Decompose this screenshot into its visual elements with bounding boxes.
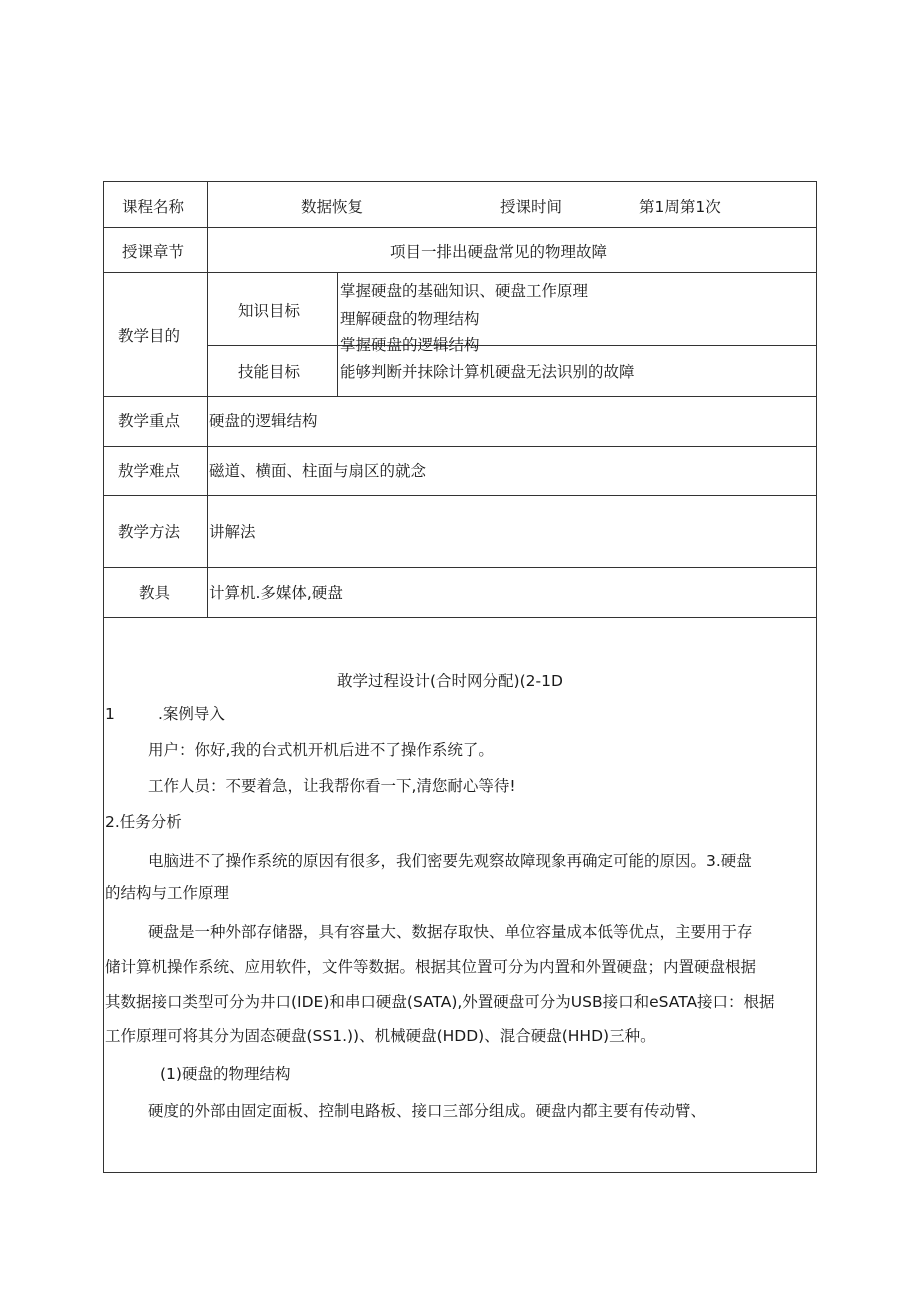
knowledge-goal-line: 掌握硬盘的逻辑结构 <box>340 336 480 354</box>
knowledge-goal-cell <box>340 275 810 354</box>
row-divider <box>103 446 817 447</box>
paragraph-line: 硬度的外部由固定面板、控制电路板、接口三部分组成。硬盘内都主要有传动臂、 <box>148 1102 707 1120</box>
skill-goal-value: 能够判断并抹除计算机硬盘无法识别的故障 <box>340 363 635 381</box>
tools-value: 计算机.多媒体,硬盘 <box>209 584 343 602</box>
chapter-value: 项目一排出硬盘常见的物理故障 <box>390 243 608 261</box>
paragraph-line: 工作原理可将其分为固态硬盘(SS1.))、机械硬盘(HDD)、混合硬盘(HHD)三种。 <box>105 1027 656 1045</box>
tools-label: 教具 <box>139 584 171 602</box>
row-divider <box>103 617 817 618</box>
method-value: 讲解法 <box>209 523 256 541</box>
row-divider <box>103 227 817 228</box>
key-point-label: 教学重点 <box>118 412 181 430</box>
paragraph-line: 电脑进不了操作系统的原因有很多，我们密要先观察故障现象再确定可能的原因。3.硬盘 <box>148 852 752 870</box>
section-1-number: 1 <box>105 705 115 723</box>
paragraph-line: 硬盘是一种外部存储器，具有容量大、数据存取快、单位容量成本低等优点，主要用于存 <box>148 923 753 941</box>
paragraph-line: 储计算机操作系统、应用软件，文件等数据。根据其位置可分为内置和外置硬盘；内置硬盘根据 <box>105 958 757 976</box>
column-divider <box>207 181 208 617</box>
section-2-title: 2.任务分析 <box>105 813 182 831</box>
knowledge-goal-line: 掌握硬盘的基础知识、硬盘工作原理 <box>340 282 589 300</box>
chapter-label: 授课章节 <box>122 243 185 261</box>
class-time-label: 授课时间 <box>500 198 563 216</box>
skill-goal-label: 技能目标 <box>238 363 301 381</box>
method-label: 教学方法 <box>118 523 181 541</box>
section-1-title: .案例导入 <box>158 705 225 723</box>
key-point-value: 硬盘的逻辑结构 <box>209 412 318 430</box>
knowledge-goal-line: 理解硬盘的物理结构 <box>340 310 480 328</box>
row-divider <box>103 567 817 568</box>
difficulty-value: 磁道、横面、柱面与扇区的就念 <box>209 462 427 480</box>
course-name-value: 数据恢复 <box>301 198 364 216</box>
row-divider <box>103 396 817 397</box>
dialog-user-line: 用户：你好,我的台式机开机后进不了操作系统了。 <box>148 741 494 759</box>
paragraph-line: 其数据接口类型可分为井口(IDE)和串口硬盘(SATA),外置硬盘可分为USB接口和eSATA接口：根据 <box>105 993 775 1011</box>
column-divider <box>337 272 338 396</box>
subsection-1-title: (1)硬盘的物理结构 <box>160 1065 291 1083</box>
row-divider <box>207 345 817 346</box>
course-name-label: 课程名称 <box>122 198 185 216</box>
dialog-staff-line: 工作人员：不要着急，让我帮你看一下,清您耐心等待! <box>148 777 516 795</box>
process-title: 敢学过程设计(合时网分配)(2-1D <box>337 672 563 690</box>
class-time-value: 第1周第1次 <box>639 198 721 216</box>
difficulty-label: 敖学难点 <box>118 462 181 480</box>
knowledge-goal-label: 知识目标 <box>238 302 301 320</box>
row-divider <box>103 495 817 496</box>
row-divider <box>103 272 817 273</box>
teaching-purpose-label: 教学目的 <box>118 327 181 345</box>
paragraph-line: 的结构与工作原理 <box>105 884 230 902</box>
